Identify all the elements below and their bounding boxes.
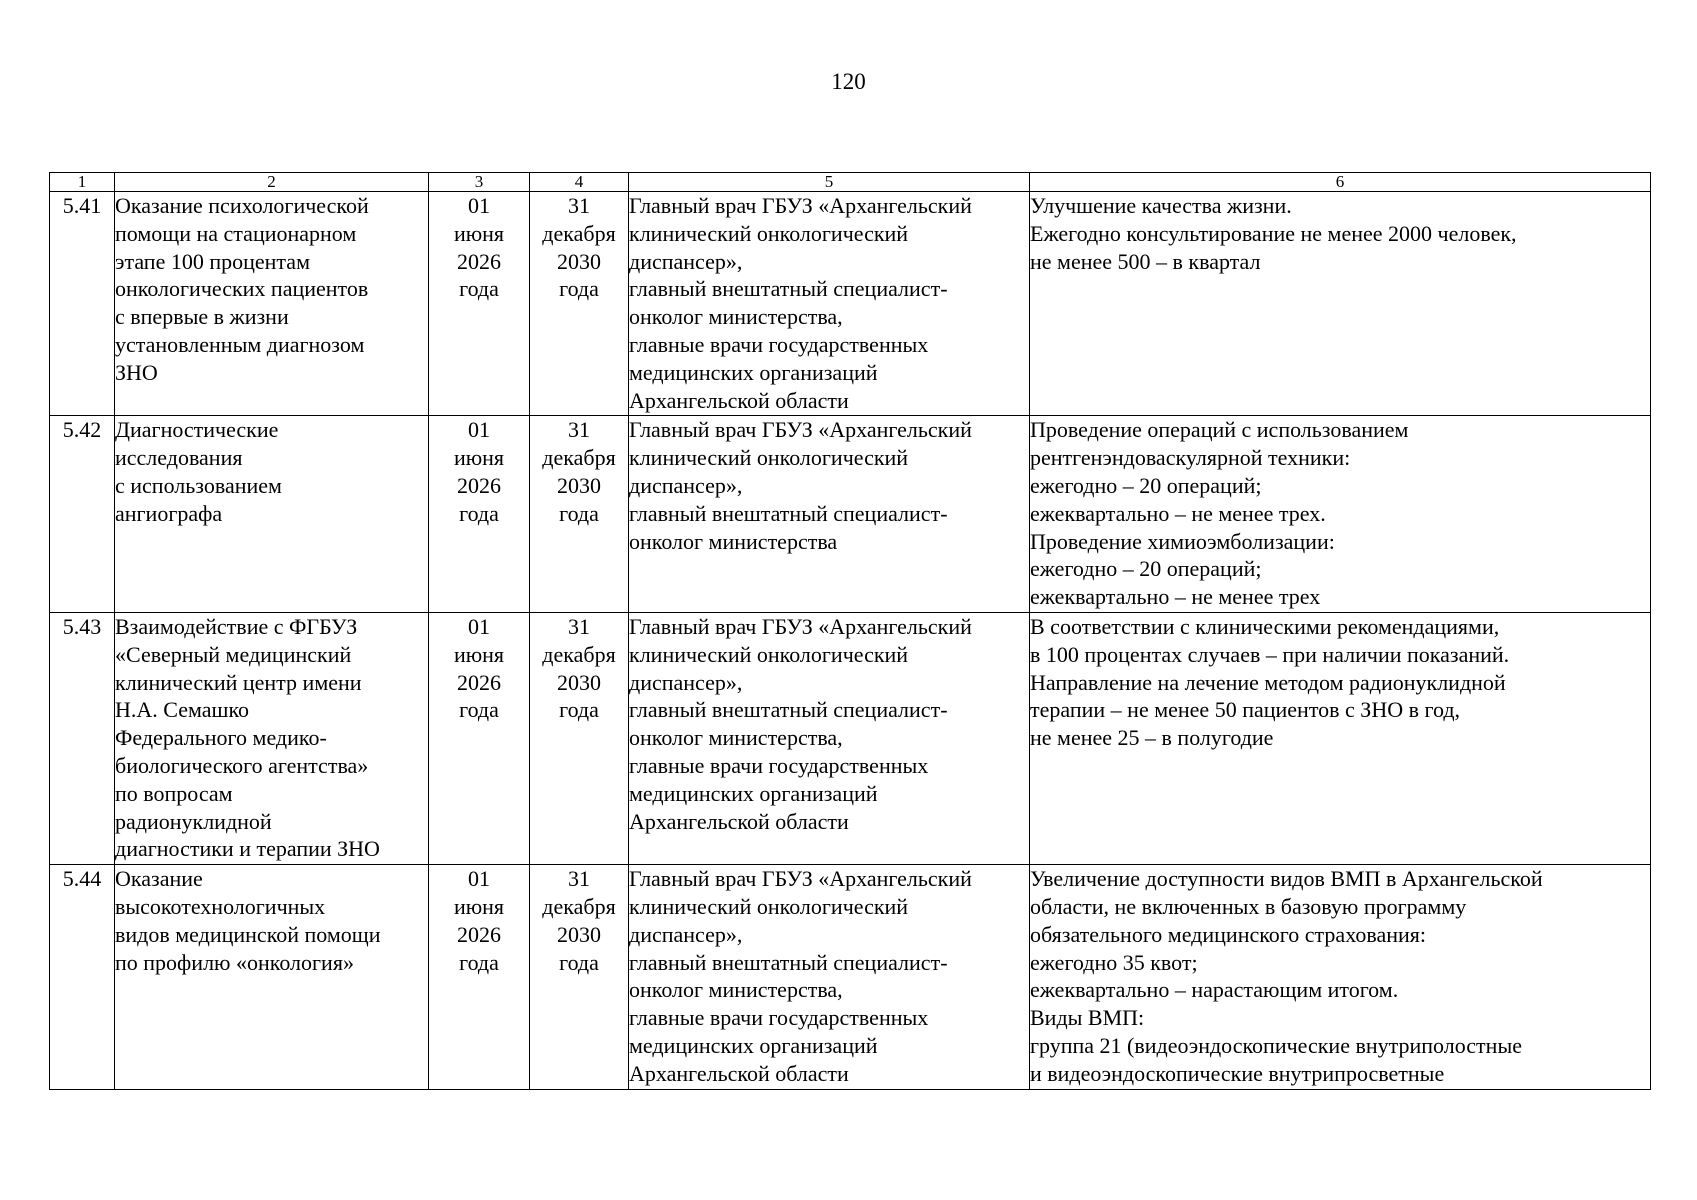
row-number (50, 416, 115, 613)
end-date (530, 192, 629, 416)
expected-result (1030, 192, 1651, 416)
table-row (50, 192, 1651, 416)
row-number (50, 612, 115, 864)
responsible (629, 192, 1030, 416)
page-number: 120 (831, 69, 866, 94)
header-col-4: 4 (530, 173, 629, 192)
expected-result (1030, 865, 1651, 1089)
end-date-text: 31 декабря 2030 года (542, 613, 616, 723)
header-row (50, 173, 1651, 192)
start-date (429, 416, 530, 613)
responsible-text: Главный врач ГБУЗ «Архангельский клинический онкологический диспансер», главный внештатный специалист- онколог министерства, главные врачи государственных медицинских организаций Архангельской области (629, 613, 972, 834)
start-date-text: 01 июня 2026 года (453, 613, 505, 723)
responsible-text: Главный врач ГБУЗ «Архангельский клинический онкологический диспансер», главный внештатный специалист- онколог министерства, главные врачи государственных медицинских организаций Архангельской области (629, 193, 972, 413)
start-date-text: 01 июня 2026 года (453, 193, 505, 302)
activity-name (115, 612, 429, 864)
row-number-text: 5.44 (62, 866, 102, 892)
row-number-text: 5.42 (62, 417, 102, 443)
activity-name-text: Оказание высокотехнологичных видов медицинской помощи по профилю «онкология» (115, 866, 381, 975)
table-row (50, 865, 1651, 1089)
row-number (50, 192, 115, 416)
expected-result (1030, 612, 1651, 864)
header-col-6: 6 (1030, 173, 1651, 192)
start-date-text: 01 июня 2026 года (453, 866, 505, 975)
end-date (530, 612, 629, 864)
row-number (50, 865, 115, 1089)
end-date (530, 865, 629, 1089)
responsible-text: Главный врач ГБУЗ «Архангельский клинический онкологический диспансер», главный внештатный специалист- онколог министерства, главные врачи государственных медицинских организаций Архангельской области (629, 866, 972, 1086)
end-date (530, 416, 629, 613)
table-row (50, 612, 1651, 864)
activity-name (115, 865, 429, 1089)
table-body (50, 192, 1651, 1090)
activity-name-text: Взаимодействие с ФГБУЗ «Северный медицинский клинический центр имени Н.А. Семашко Федерального медико- биологического агентства» по вопросам радионуклидной диагностики и терапии ЗНО (115, 613, 380, 862)
start-date-text: 01 июня 2026 года (453, 417, 505, 526)
expected-result (1030, 416, 1651, 613)
header-col-3: 3 (429, 173, 530, 192)
header-col-2: 2 (115, 173, 429, 192)
activity-name-text: Диагностические исследования с использованием ангиографа (115, 417, 282, 526)
expected-result-text: Проведение операций с использованием рентгенэндоваскулярной техники: ежегодно – 20 операций; ежеквартально – не менее трех. Проведение химиоэмболизации: ежегодно – 20 операций; ежеквартально – не менее трех (1030, 417, 1409, 610)
start-date (429, 192, 530, 416)
responsible (629, 865, 1030, 1089)
responsible-text: Главный врач ГБУЗ «Архангельский клинический онкологический диспансер», главный внештатный специалист- онколог министерства (629, 417, 972, 554)
table-header (50, 173, 1651, 192)
header-col-5: 5 (629, 173, 1030, 192)
activity-name (115, 192, 429, 416)
expected-result-text: Увеличение доступности видов ВМП в Архангельской области, не включенных в базовую программу обязательного медицинского страхования: ежегодно 35 квот; ежеквартально – нарастающим итогом. Виды ВМП: группа 21 (видеоэндоскопические внутриполостные и видеоэндоскопические внутрипросветные (1030, 866, 1543, 1086)
row-number-text: 5.41 (62, 193, 102, 218)
table-row (50, 416, 1651, 613)
expected-result-text: В соответствии с клиническими рекомендациями, в 100 процентах случаев – при наличии показаний. Направление на лечение методом радионуклидной терапии – не менее 50 пациентов с ЗНО в год, не менее 25 – в полугодие (1030, 613, 1510, 751)
activity-name (115, 416, 429, 613)
start-date (429, 865, 530, 1089)
expected-result-text: Улучшение качества жизни. Ежегодно консультирование не менее 2000 человек, не менее 500 – в квартал (1030, 193, 1517, 274)
end-date-text: 31 декабря 2030 года (542, 866, 616, 975)
row-number-text: 5.43 (62, 613, 102, 639)
activities-table (49, 172, 1651, 1090)
header-col-1: 1 (50, 173, 115, 192)
responsible (629, 612, 1030, 864)
end-date-text: 31 декабря 2030 года (542, 193, 616, 302)
end-date-text: 31 декабря 2030 года (542, 417, 616, 526)
start-date (429, 612, 530, 864)
activity-name-text: Оказание психологической помощи на стационарном этапе 100 процентам онкологических пациентов с впервые в жизни установленным диагнозом ЗНО (115, 193, 369, 385)
responsible (629, 416, 1030, 613)
